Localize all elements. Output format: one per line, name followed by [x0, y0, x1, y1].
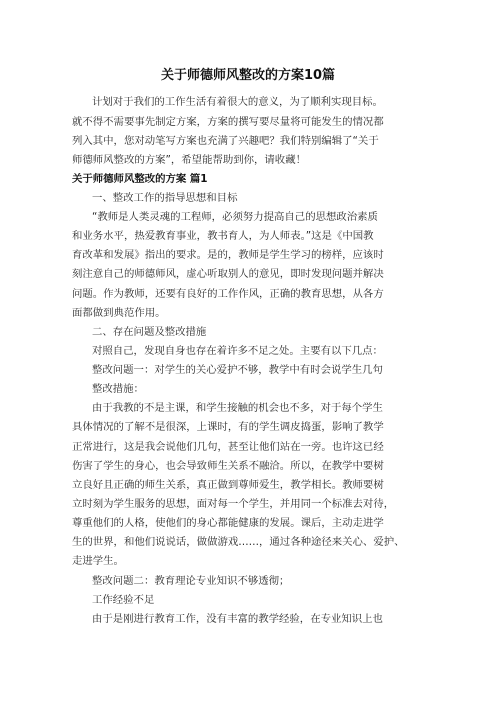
paragraph-line: 整改问题二：教育理论专业知识不够透彻； — [92, 575, 290, 587]
paragraph-line: 正常进行，这是我会说他们几句，甚至让他们站在一旁。也许这已经 — [72, 441, 384, 453]
paragraph-line: 伤害了学生的身心，也会导致师生关系不融洽。所以，在教学中要树 — [72, 460, 384, 472]
paragraph-line: 就不得不需要事先制定方案，方案的撰写要尽量将可能发生的情况都 — [72, 116, 384, 128]
paragraph-line: 走进学生。 — [72, 555, 124, 567]
paragraph-line: 育改革和发展》指出的要求。是的，教师是学生学习的榜样，应该时 — [72, 249, 384, 261]
paragraph-line: 面都做到典范作用。 — [72, 307, 166, 319]
paragraph-line: 问题。作为教师，还要有良好的工作作风，正确的教育思想，从各方 — [72, 288, 384, 300]
paragraph-line: 具体情况的了解不是很深，上课时，有的学生调皮捣蛋，影响了教学 — [72, 421, 384, 433]
paragraph-line: 工作经验不足 — [92, 594, 155, 606]
paragraph-line: “教师是人类灵魂的工程师，必须努力提高自己的思想政治素质 — [92, 211, 378, 223]
paragraph-line: 计划对于我们的工作生活有着很大的意义，为了顺利实现目标。 — [92, 96, 383, 108]
subheading: 二、存在问题及整改措施 — [92, 326, 207, 338]
paragraph-line: 尊重他们的人格，使他们的身心都能健康的发展。课后，主动走进学 — [72, 517, 384, 529]
subheading: 一、整改工作的指导思想和目标 — [92, 192, 238, 204]
paragraph-line: 列入其中，您对动笔写方案也充满了兴趣吧？我们特别编辑了“关于 — [72, 135, 379, 147]
document-title: 关于师德师风整改的方案10篇 — [160, 68, 336, 83]
paragraph-line: 立良好且正确的师生关系，真正做到尊师爱生，教学相长。教师要树 — [72, 479, 384, 491]
paragraph-line: 生的世界，和他们说说话，做做游戏……，通过各种途径来关心、爱护、 — [72, 536, 405, 548]
section-heading: 关于师德师风整改的方案 篇1 — [72, 173, 208, 185]
paragraph-line: 整改措施： — [92, 383, 144, 395]
paragraph-line: 对照自己，发现自身也存在着许多不足之处。主要有以下几点： — [92, 345, 383, 357]
paragraph-line: 由于是刚进行教育工作，没有丰富的教学经验，在专业知识上也 — [92, 613, 383, 625]
paragraph-line: 整改问题一：对学生的关心爱护不够，教学中有时会说学生几句 — [92, 364, 383, 376]
paragraph-line: 师德师风整改的方案”，希望能帮助到你，请收藏！ — [72, 154, 306, 166]
paragraph-line: 立时刻为学生服务的思想，面对每一个学生，并用同一个标准去对待， — [72, 498, 395, 510]
paragraph-line: 和业务水平，热爱教育事业，教书育人，为人师表。”这是《中国教 — [72, 230, 374, 242]
paragraph-line: 由于我教的不是主课，和学生接触的机会也不多，对于每个学生 — [92, 402, 383, 414]
paragraph-line: 刻注意自己的师德师风，虚心听取别人的意见，即时发现问题并解决 — [72, 268, 384, 280]
